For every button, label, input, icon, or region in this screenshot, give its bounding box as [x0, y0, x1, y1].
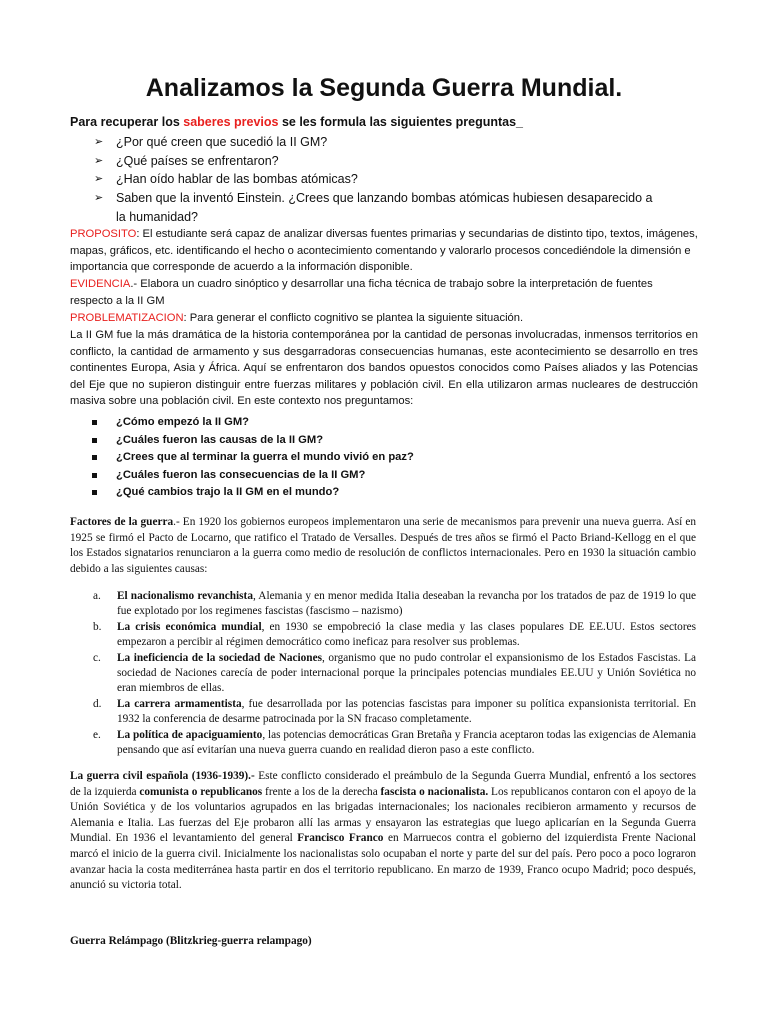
problematizacion-text: : Para generar el conflicto cognitivo se plantea la siguiente situación.	[183, 312, 524, 324]
evidencia-text: .- Elabora un cuadro sinóptico y desarrollar una ficha técnica de trabajo sobre la interpretación de fuentes respecto a la II GM	[70, 278, 653, 307]
proposito-paragraph	[70, 226, 698, 276]
list-item: ¿Cuáles fueron las consecuencias de la II GM?	[92, 467, 414, 485]
evidencia-label: EVIDENCIA	[70, 278, 131, 290]
document-title: Analizamos la Segunda Guerra Mundial.	[145, 74, 623, 102]
intro-after: se les formula las siguientes preguntas_	[278, 115, 523, 129]
list-item: a. El nacionalismo revanchista, Alemania y en menor medida Italia deseaban la revancha por los tratados de paz de 1919 lo que fue explotado por los regimenes fascistas (fascismo – nazismo)	[93, 590, 696, 618]
list-item: ➢ Saben que la inventó Einstein. ¿Crees que lanzando bombas atómicas hubiesen desaparecido a la humanidad?	[94, 191, 653, 224]
arrow-bullet-icon: ➢	[94, 154, 104, 167]
blitzkrieg-heading: Guerra Relámpago (Blitzkrieg-guerra relampago)	[70, 935, 312, 947]
list-item: e. La política de apaciguamiento, las potencias democráticas Gran Bretaña y Francia aceptaron todas las exigencias de Alemania pensando que así evitarían una nueva guerra cuando en realidad dieron paso a este conflicto.	[93, 728, 697, 757]
proposito-text: : El estudiante será capaz de analizar diversas fuentes primarias y secundarias de distinto tipo, textos, imágenes, mapas, gráficos, etc. identificando el hecho o acontecimiento comentando y valorarlo procesos concediéndole la dimensión e importancia que corresponde de acuerdo a la información disponible.	[70, 228, 698, 273]
key-questions	[92, 414, 414, 502]
square-bullet-icon	[92, 420, 97, 425]
list-item: ¿Crees que al terminar la guerra el mundo vivió en paz?	[92, 449, 414, 467]
proposito-label: PROPOSITO	[70, 228, 137, 240]
civil-war-heading: La guerra civil española (1936-1939).-	[70, 770, 255, 782]
list-item: ¿Cuáles fueron las causas de la II GM?	[92, 432, 414, 450]
factores-text: .- En 1920 los gobiernos europeos implementaron una serie de mecanismos para prevenir una nueva guerra. Así en 1925 se firmó el Pacto de Locarno, que ratifico el Tratado de Versalles. Después de tres años se firmó el Pacto Briand-Kellogg en el que los Estados signatarios renunciaron a la guerra como medio de resolución de conflictos internacionales. Pero en 1930 la situación cambio debido a las siguientes causas:	[70, 516, 696, 575]
civil-war-paragraph: La guerra civil española (1936-1939).- Este conflicto considerado el preámbulo de la Segunda Guerra Mundial, enfrentó a los sectores de la izquierda comunista o republicanos frente a los de la derecha fascista o nacionalista. Los republicanos contaron con el apoyo de la Unión Soviética y de los voluntarios agrupados en las brigadas internacionales; los nacionales recibieron armamento y recursos de Alemania e Italia. Las fuerzas del Eje probaron allí las armas y ensayaron las estrategias que luego aplicarían en la Segunda Guerra Mundial. En 1936 el levantamiento del general Francisco Franco en Marruecos contra el gobierno del izquierdista Frente Nacional marcó el inicio de la guerra civil. Inicialmente los nacionalistas solo ocupaban el norte y parte del sur del país. Pero poco a poco lograron avanzar hacia la costa mediterránea hasta partir en dos el territorio republicano. En marzo de 1939, Franco ocupo Madrid; poco después, anunció su victoria total.	[70, 770, 696, 892]
factores-paragraph	[70, 515, 696, 577]
list-item: d. La carrera armamentista, fue desarrollada por las potencias fascistas para imponer su política expansionista territorial. En 1932 la conferencia de desarme patrocinada por la SN fracaso completamente.	[93, 697, 697, 726]
arrow-bullet-icon: ➢	[94, 173, 104, 186]
square-bullet-icon	[92, 438, 97, 443]
evidencia-paragraph	[70, 276, 698, 309]
problematizacion-label: PROBLEMATIZACION	[70, 312, 184, 324]
arrow-bullet-icon: ➢	[94, 136, 104, 148]
list-item: ➢ ¿Por qué creen que sucedió la II GM?	[94, 133, 654, 152]
causes-list	[93, 589, 696, 758]
intro-before: Para recuperar los	[70, 115, 184, 129]
list-item: c. La ineficiencia de la sociedad de Naciones, organismo que no pudo controlar el expansionismo de los Estados Fascistas. La sociedad de Naciones carecía de poder internacional porque la principales potencias mundiales EE.UU y Unión Soviética no eran miembros de ellas.	[93, 651, 696, 695]
problematizacion-paragraph	[70, 310, 698, 327]
prior-knowledge-questions	[94, 133, 654, 227]
list-item: ¿Qué cambios trajo la II GM en el mundo?	[92, 484, 414, 502]
list-item: ¿Cómo empezó la II GM?	[92, 414, 414, 432]
factores-heading: Factores de la guerra	[70, 516, 174, 528]
square-bullet-icon	[92, 473, 97, 478]
list-item: ➢ ¿Han oído hablar de las bombas atómicas?	[94, 170, 654, 189]
arrow-bullet-icon: ➢	[94, 192, 104, 205]
square-bullet-icon	[92, 455, 97, 460]
list-item: ➢ ¿Qué países se enfrentaron?	[94, 152, 654, 171]
square-bullet-icon	[92, 490, 97, 495]
list-item: b. La crisis económica mundial, en 1930 se empobreció la clase media y las clases populares DE EE.UU. Estos sectores empezaron a percibir al régimen democrático como ineficaz para resolver sus problemas.	[93, 620, 696, 649]
context-paragraph: La II GM fue la más dramática de la historia contemporánea por la cantidad de personas involucradas, inmensos territorios en conflicto, la cantidad de armamento y sus desgarradoras consecuencias humanas, este acontecimiento se desarrollo en tres continentes Europa, Asia y África. Aquí se enfrentaron dos bandos opuestos conocidos como Países aliados y las Potencias del Eje que no supieron distinguir entre fuerzas militares y población civil. En ella utilizaron armas nucleares de destrucción masiva sobre una población civil. En este contexto nos preguntamos:	[70, 329, 698, 407]
intro-highlight: saberes previos	[183, 115, 279, 129]
intro-line	[70, 113, 710, 131]
